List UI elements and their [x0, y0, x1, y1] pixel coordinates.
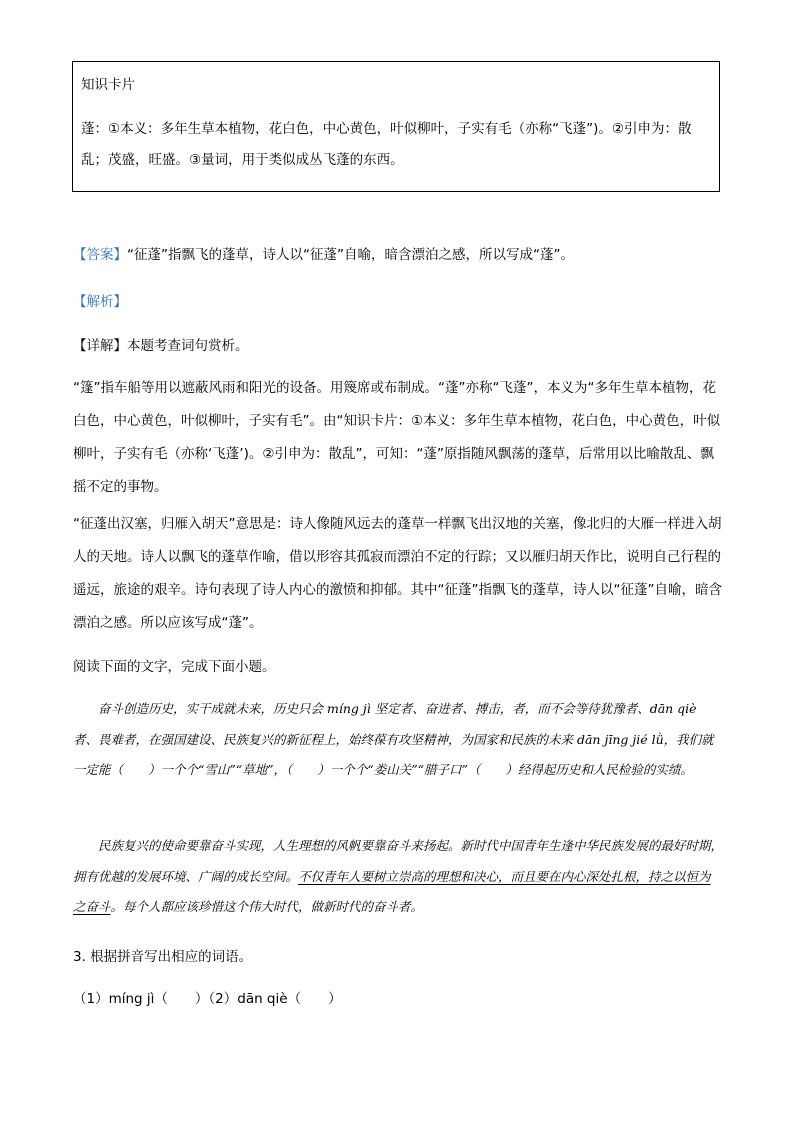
explanation-paragraph-1: “篷”指车船等用以遮蔽风雨和阳光的设备。用篾席或布制成。“蓬”亦称“飞蓬”，本义为“多年生草本植物，花白色，中心黄色，叶似柳叶，子实有毛”。由“知识卡片：①本义：多年生草本植物，花白色，中心黄色，叶似柳叶，子实有毛（亦称‘飞蓬’)。②引申为：散乱”，可知：“蓬”原指随风飘荡的蓬草，后常用以比喻散乱、飘摇不定的事物。	[73, 380, 721, 495]
answer-text: “征蓬”指飘飞的蓬草，诗人以“征蓬”自喻，暗含漂泊之感，所以写成“蓬”。	[127, 247, 574, 263]
analysis-line	[73, 290, 723, 310]
detail-line	[73, 334, 723, 354]
reading-passage-2	[73, 831, 723, 923]
explanation-paragraph-2: “征蓬出汉塞，归雁入胡天”意思是：诗人像随风远去的蓬草一样飘飞出汉地的关塞，像北归的大雁一样进入胡人的天地。诗人以飘飞的蓬草作喻，借以形容其孤寂而漂泊不定的行踪；又以雁归胡天作比，说明自己行程的遥远，旅途的艰辛。诗句表现了诗人内心的激愤和抑郁。其中“征蓬”指飘飞的蓬草，诗人以“征蓬”自喻，暗含漂泊之感。所以应该写成“蓬”。	[73, 516, 722, 631]
knowledge-card-body: 蓬：①本义：多年生草本植物，花白色，中心黄色，叶似柳叶，子实有毛（亦称“飞蓬”)。②引申为：散乱；茂盛，旺盛。③量词，用于类似成丛飞蓬的东西。	[81, 121, 692, 168]
detail-text: 本题考查词句赏析。	[127, 338, 249, 354]
detail-label: 【详解】	[73, 338, 127, 354]
knowledge-card	[72, 61, 720, 192]
knowledge-card-title: 知识卡片	[81, 77, 135, 93]
passage2-underlined-sentence: 不仅青年人要树立崇高的理想和决心，而且要在内心深处扎根，持之以恒为之奋斗	[73, 868, 711, 914]
passage2-tail: 。每个人都应该珍惜这个伟大时代，做新时代的奋斗者。	[110, 899, 424, 914]
answer-line	[73, 243, 723, 263]
answer-label: 【答案】	[73, 247, 127, 263]
question-3-items: （1）míng jì（ ）（2）dān qiè（ ）	[73, 991, 342, 1007]
reading-instruction: 阅读下面的文字，完成下面小题。	[73, 659, 276, 675]
analysis-label: 【解析】	[73, 294, 127, 310]
question-3-stem: 3. 根据拼音写出相应的词语。	[73, 949, 253, 965]
passage2-text: 民族复兴的使命要靠奋斗实现，人生理想的风帆要靠奋斗来扬起。新时代中国青年生逢中华民族发展的最好时期，拥有优越的发展环境、广阔的成长空间。	[73, 838, 724, 884]
reading-passage-1: 奋斗创造历史，实干成就未来，历史只会 míng jì 坚定者、奋进者、搏击，者，而不会等待犹豫者、dān qiè 者、畏难者，在强国建设、民族复兴的新征程上，始终葆有攻坚精神，为国家和民族的未来 dān jīng jié lǜ，我们就一定能（ ）一个个“雪山”“草地”，（ ）一个个“娄山关”“腊子口”（ ）经得起历史和人民检验的实绩。	[73, 701, 714, 777]
